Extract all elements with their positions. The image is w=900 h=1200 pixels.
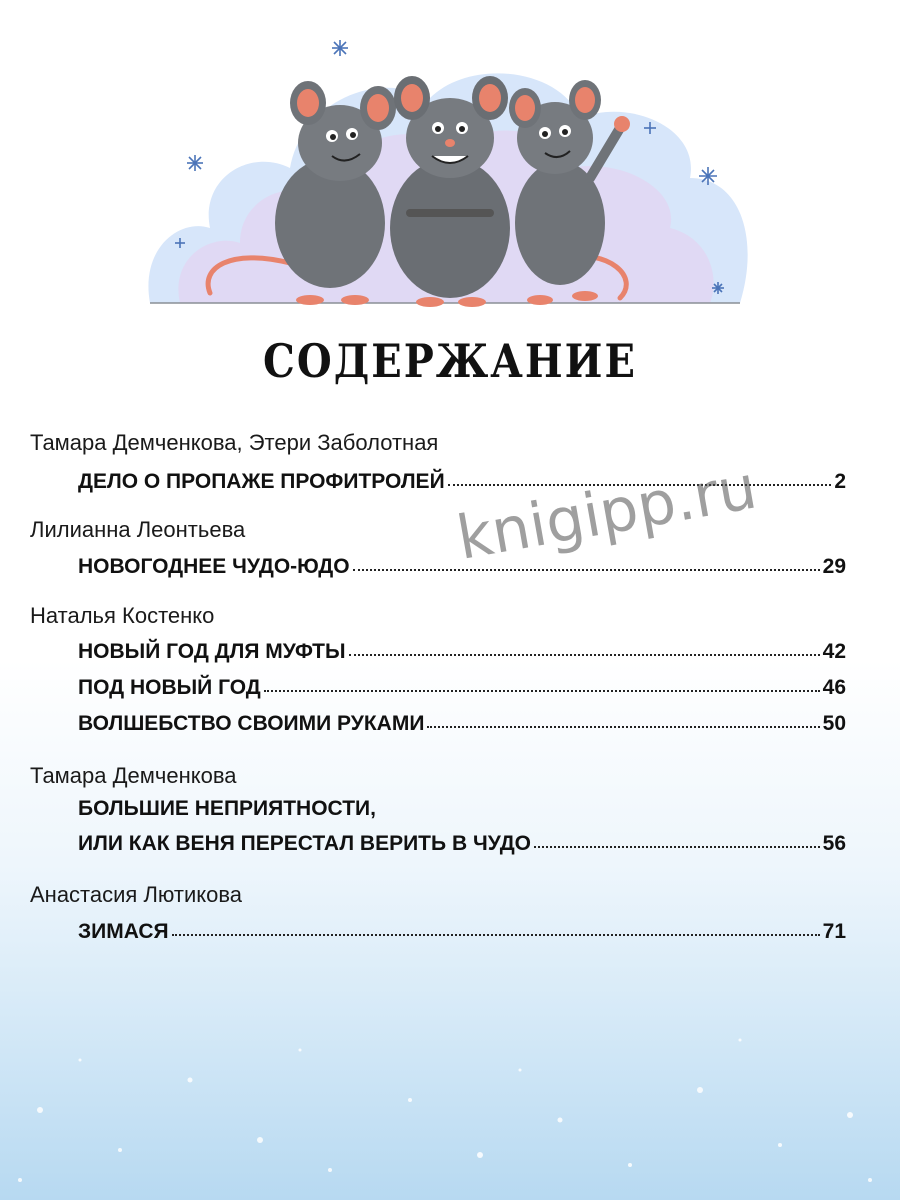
watermark: knigipp.ru xyxy=(452,452,762,574)
page-number: 56 xyxy=(822,832,846,855)
page-number: 46 xyxy=(822,676,846,699)
entry-title: ДЕЛО О ПРОПАЖЕ ПРОФИТРОЛЕЙ xyxy=(78,470,445,493)
toc-entry[interactable] xyxy=(78,712,846,742)
rats-illustration xyxy=(140,28,760,318)
entry-title: ВОЛШЕБСТВО СВОИМИ РУКАМИ xyxy=(78,712,425,735)
page-number: 29 xyxy=(822,555,846,578)
entry-title: НОВОГОДНЕЕ ЧУДО-ЮДО xyxy=(78,555,350,578)
entry-title: НОВЫЙ ГОД ДЛЯ МУФТЫ xyxy=(78,640,346,663)
page-number: 42 xyxy=(822,640,846,663)
toc-entry[interactable] xyxy=(78,676,846,706)
page-title: СОДЕРЖАНИЕ xyxy=(263,334,637,389)
dot-leader xyxy=(349,650,820,656)
entry-title: ИЛИ КАК ВЕНЯ ПЕРЕСТАЛ ВЕРИТЬ В ЧУДО xyxy=(78,832,531,855)
dot-leader xyxy=(172,930,820,936)
page-number: 50 xyxy=(822,712,846,735)
dot-leader xyxy=(353,565,820,571)
middle-rat xyxy=(390,76,510,307)
entry-title-line1[interactable]: БОЛЬШИЕ НЕПРИЯТНОСТИ, xyxy=(78,797,376,820)
page-number: 71 xyxy=(822,920,846,943)
author-name: Лилианна Леонтьева xyxy=(30,517,246,542)
dot-leader xyxy=(264,686,820,692)
dot-leader xyxy=(427,722,819,728)
author-name: Тамара Демченкова xyxy=(30,763,237,788)
toc-entry[interactable] xyxy=(78,832,846,862)
entry-title: ПОД НОВЫЙ ГОД xyxy=(78,676,261,699)
author-name: Наталья Костенко xyxy=(30,603,215,628)
toc-entry[interactable] xyxy=(78,640,846,670)
page-number: 2 xyxy=(834,470,846,493)
author-name: Анастасия Лютикова xyxy=(30,882,243,907)
toc-entry[interactable] xyxy=(78,920,846,950)
dot-leader xyxy=(534,842,820,848)
author-name: Тамара Демченкова, Этери Заболотная xyxy=(30,430,439,455)
entry-title: ЗИМАСЯ xyxy=(78,920,169,943)
